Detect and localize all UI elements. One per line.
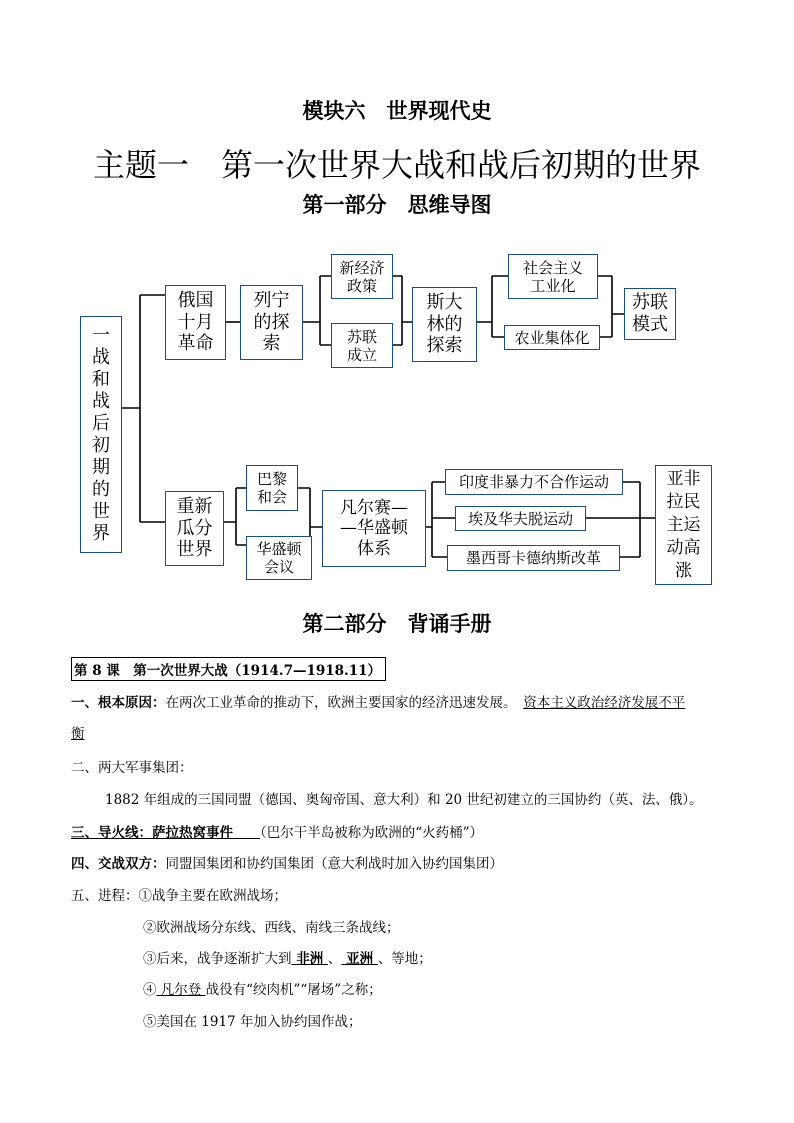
asia-africa-latam-box: 亚非 拉民 主运 动高 涨: [655, 465, 712, 585]
item1-answer-cont: 衡: [71, 726, 85, 742]
item4-line: [71, 852, 503, 872]
item5-sub2: ②欧洲战场分东线、西线、南线三条战线；: [143, 920, 400, 936]
item5-sub3-answer2: 亚洲: [346, 951, 374, 967]
industrialization-box: 社会主义 工业化: [508, 254, 598, 299]
module-title: 模块六 世界现代史: [302, 99, 492, 123]
india-movement-box: 印度非暴力不合作运动: [445, 469, 623, 495]
item1-line: [71, 691, 685, 711]
washington-conference-box: 华盛顿 会议: [246, 536, 312, 580]
ussr-founding-box: 苏联 成立: [331, 323, 393, 368]
item2-label: 二、两大军事集团：: [71, 760, 193, 776]
item4-label: 四、交战双方：: [71, 856, 166, 872]
part2-title: 第二部分 背诵手册: [302, 612, 492, 636]
item5-sub4: ④ 凡尔登 战役有“绞肉机”“屠场”之称；: [143, 982, 382, 998]
versailles-washington-box: 凡尔赛— —华盛顿 体系: [322, 490, 426, 567]
item5-sub5: ⑤美国在 1917 年加入协约国作战；: [143, 1014, 362, 1030]
item5-sub3-answer1: 非洲: [296, 951, 324, 967]
nep-box: 新经济 政策: [331, 254, 393, 299]
collectivization-box: 农业集体化: [504, 325, 600, 350]
item5-line: [71, 884, 287, 904]
mexico-reform-box: 墨西哥卡德纳斯改革: [447, 545, 620, 571]
part1-title: 第一部分 思维导图: [302, 193, 492, 217]
egypt-movement-box: 埃及华夫脱运动: [455, 506, 586, 531]
item2-text: 1882 年组成的三国同盟（德国、奥匈帝国、意大利）和 20 世纪初建立的三国协约（英、法、俄）。: [105, 792, 703, 808]
item5-sub1: ①战争主要在欧洲战场；: [138, 888, 287, 904]
item1-text: 在两次工业革命的推动下，欧洲主要国家的经济迅速发展。: [165, 695, 510, 711]
lenin-box: 列宁 的探 索: [240, 285, 303, 360]
item1-label: 一、根本原因：: [71, 695, 166, 711]
soviet-model-box: 苏联 模式: [624, 288, 676, 340]
item4-text: 同盟国集团和协约国集团（意大利战时加入协约国集团）: [165, 856, 503, 872]
item3-line: [71, 821, 483, 841]
item5-label: 五、进程：: [71, 888, 139, 904]
item3-note: （巴尔干半岛被称为欧洲的“火药桶”）: [260, 825, 484, 841]
item3-answer: 萨拉热窝事件: [152, 825, 233, 841]
item3-label: 三、导火线：: [71, 825, 152, 841]
item1-answer: 资本主义政治经济发展不平: [523, 695, 686, 711]
item5-sub3: ③后来，战争逐渐扩大到 非洲 、 亚洲 、等地；: [143, 951, 432, 967]
russia-revolution-box: 俄国 十月 革命: [165, 285, 226, 360]
paris-conference-box: 巴黎 和会: [246, 465, 298, 511]
redivision-box: 重新 瓜分 世界: [165, 491, 224, 566]
item1-line2: [71, 722, 85, 742]
item5-sub4-answer: 凡尔登: [160, 982, 202, 998]
lesson-title: 第 8 课 第一次世界大战（1914.7—1918.11）: [71, 657, 386, 681]
root-box: 一 战 和 战 后 初 期 的 世 界: [80, 316, 122, 553]
stalin-box: 斯大 林的 探索: [412, 287, 477, 362]
topic-title: 主题一 第一次世界大战和战后初期的世界: [92, 146, 701, 184]
